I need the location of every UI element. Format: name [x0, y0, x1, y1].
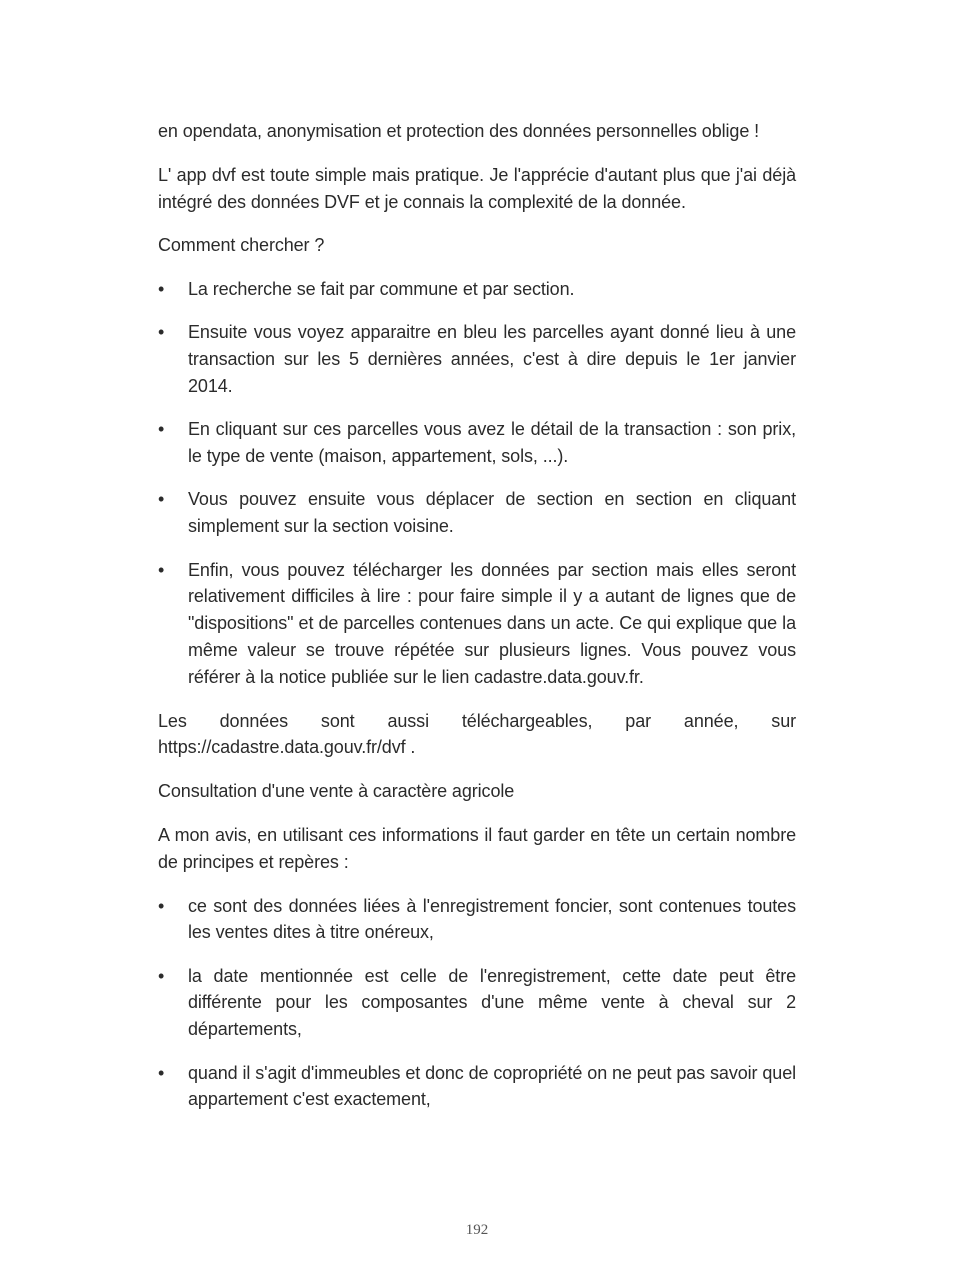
bullet-icon: • [158, 279, 165, 300]
bullet-icon: • [158, 559, 165, 580]
list-item-text: En cliquant sur ces parcelles vous avez le détail de la transaction : son prix, le type de vente (maison, appartement, sols, ...). [188, 419, 796, 467]
list-item-text: La recherche se fait par commune et par section. [188, 279, 575, 300]
paragraph-intro: en opendata, anonymisation et protection des données personnelles oblige ! [158, 121, 760, 141]
list-item-text: la date mentionnée est celle de l'enregistrement, cette date peut être différente pour les composantes d'une même vente à cheval sur 2 départements, [188, 965, 796, 1040]
bullet-icon: • [158, 489, 165, 510]
document-body [158, 118, 796, 1130]
list-item [158, 1060, 796, 1114]
list-item [158, 963, 796, 1043]
download-link[interactable]: https://cadastre.data.gouv.fr/dvf . [158, 737, 416, 758]
list-item-text: Enfin, vous pouvez télécharger les données par section mais elles seront relativement difficiles à lire : pour faire simple il y a autant de lignes que de "dispositions" et de parcelles contenues dans un acte. Ce qui explique que la même valeur se trouve répétée sur plusieurs lignes. Vous pouvez vous référer à la notice publiée sur le lien cadastre.data.gouv.fr. [188, 559, 796, 687]
list-item [158, 557, 796, 691]
principles-list [158, 893, 796, 1114]
bullet-icon: • [158, 419, 165, 440]
paragraph-download [158, 708, 796, 762]
paragraph-principles: A mon avis, en utilisant ces informations il faut garder en tête un certain nombre de principes et repères : [158, 824, 796, 872]
paragraph-how-to-search: Comment chercher ? [158, 235, 325, 256]
bullet-icon: • [158, 965, 165, 986]
list-item [158, 416, 796, 470]
bullet-icon: • [158, 322, 165, 343]
list-item [158, 319, 796, 399]
list-item-text: quand il s'agit d'immeubles et donc de copropriété on ne peut pas savoir quel appartement c'est exactement, [188, 1062, 796, 1110]
download-text: Les données sont aussi téléchargeables, par année, sur [158, 710, 796, 731]
list-item-text: Ensuite vous voyez apparaitre en bleu les parcelles ayant donné lieu à une transaction sur les 5 dernières années, c'est à dire depuis le 1er janvier 2014. [188, 322, 796, 397]
paragraph-app-dvf: L' app dvf est toute simple mais pratique. Je l'apprécie d'autant plus que j'ai déjà intégré des données DVF et je connais la complexité de la donnée. [158, 164, 796, 212]
search-steps-list [158, 276, 796, 690]
list-item [158, 276, 796, 303]
paragraph-agricultural-sale: Consultation d'une vente à caractère agricole [158, 781, 515, 802]
list-item [158, 893, 796, 947]
page-number: 192 [465, 1222, 489, 1238]
bullet-icon: • [158, 895, 165, 916]
list-item-text: Vous pouvez ensuite vous déplacer de section en section en cliquant simplement sur la section voisine. [188, 489, 796, 537]
list-item-text: ce sont des données liées à l'enregistrement foncier, sont contenues toutes les ventes dites à titre onéreux, [188, 895, 796, 943]
bullet-icon: • [158, 1062, 165, 1083]
list-item [158, 486, 796, 540]
